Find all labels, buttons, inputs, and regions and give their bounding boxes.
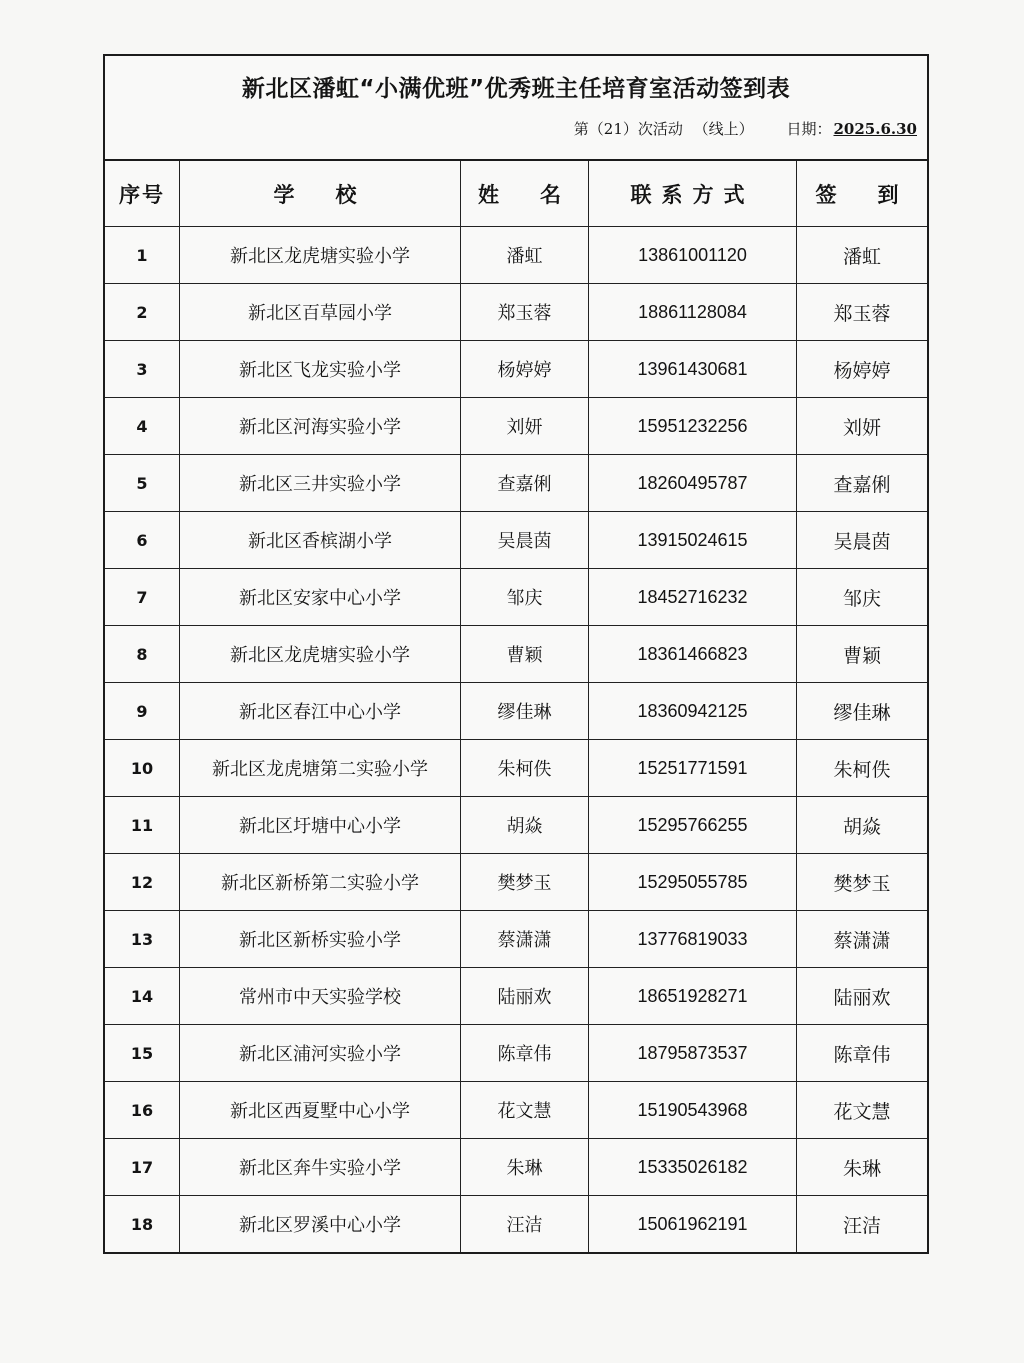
school-cell: 新北区河海实验小学	[180, 398, 461, 455]
signature-cell: 邹庆	[797, 569, 928, 626]
sheet-header	[105, 56, 927, 161]
school-cell: 新北区新桥第二实验小学	[180, 854, 461, 911]
phone-cell: 15190543968	[589, 1082, 797, 1139]
phone-cell: 15295055785	[589, 854, 797, 911]
row-index: 13	[105, 911, 180, 968]
row-index: 18	[105, 1196, 180, 1253]
table-row	[105, 569, 927, 626]
table-row	[105, 626, 927, 683]
row-index: 5	[105, 455, 180, 512]
name-cell: 花文慧	[461, 1082, 589, 1139]
signature-cell: 汪洁	[797, 1196, 928, 1253]
school-cell: 新北区西夏墅中心小学	[180, 1082, 461, 1139]
school-cell: 新北区龙虎塘第二实验小学	[180, 740, 461, 797]
phone-cell: 18361466823	[589, 626, 797, 683]
name-cell: 陆丽欢	[461, 968, 589, 1025]
table-row	[105, 911, 927, 968]
school-cell: 新北区奔牛实验小学	[180, 1139, 461, 1196]
activity-mode: （线上）	[693, 120, 754, 138]
school-cell: 新北区安家中心小学	[180, 569, 461, 626]
activity-date: 2025.6.30	[833, 120, 917, 138]
phone-cell: 15251771591	[589, 740, 797, 797]
table-body	[105, 227, 927, 1253]
row-index: 11	[105, 797, 180, 854]
table-row	[105, 284, 927, 341]
table-row	[105, 968, 927, 1025]
signature-cell: 陆丽欢	[797, 968, 928, 1025]
attendance-table	[105, 161, 927, 1252]
phone-cell: 13861001120	[589, 227, 797, 284]
phone-cell: 18360942125	[589, 683, 797, 740]
table-row	[105, 683, 927, 740]
signature-cell: 刘妍	[797, 398, 928, 455]
school-cell: 新北区香槟湖小学	[180, 512, 461, 569]
table-row	[105, 797, 927, 854]
header-contact: 联系方式	[589, 161, 797, 227]
name-cell: 陈章伟	[461, 1025, 589, 1082]
row-index: 12	[105, 854, 180, 911]
signature-cell: 杨婷婷	[797, 341, 928, 398]
row-index: 17	[105, 1139, 180, 1196]
school-cell: 新北区浦河实验小学	[180, 1025, 461, 1082]
school-cell: 新北区春江中心小学	[180, 683, 461, 740]
row-index: 15	[105, 1025, 180, 1082]
signature-cell: 樊梦玉	[797, 854, 928, 911]
signature-cell: 胡焱	[797, 797, 928, 854]
name-cell: 潘虹	[461, 227, 589, 284]
name-cell: 邹庆	[461, 569, 589, 626]
school-cell: 新北区龙虎塘实验小学	[180, 626, 461, 683]
phone-cell: 13915024615	[589, 512, 797, 569]
row-index: 3	[105, 341, 180, 398]
name-cell: 杨婷婷	[461, 341, 589, 398]
table-row	[105, 1082, 927, 1139]
phone-cell: 13776819033	[589, 911, 797, 968]
table-row	[105, 1196, 927, 1253]
phone-cell: 15951232256	[589, 398, 797, 455]
row-index: 6	[105, 512, 180, 569]
row-index: 1	[105, 227, 180, 284]
school-cell: 新北区罗溪中心小学	[180, 1196, 461, 1253]
signature-cell: 曹颖	[797, 626, 928, 683]
phone-cell: 15335026182	[589, 1139, 797, 1196]
signature-cell: 郑玉蓉	[797, 284, 928, 341]
session-number: 第（21）次活动	[573, 120, 683, 138]
row-index: 14	[105, 968, 180, 1025]
name-cell: 郑玉蓉	[461, 284, 589, 341]
school-cell: 新北区新桥实验小学	[180, 911, 461, 968]
phone-cell: 18861128084	[589, 284, 797, 341]
row-index: 9	[105, 683, 180, 740]
table-row	[105, 1139, 927, 1196]
phone-cell: 15061962191	[589, 1196, 797, 1253]
school-cell: 新北区百草园小学	[180, 284, 461, 341]
table-row	[105, 512, 927, 569]
name-cell: 查嘉俐	[461, 455, 589, 512]
table-row	[105, 341, 927, 398]
row-index: 7	[105, 569, 180, 626]
signature-cell: 潘虹	[797, 227, 928, 284]
header-signature: 签 到	[797, 161, 928, 227]
signature-cell: 蔡潇潇	[797, 911, 928, 968]
activity-info	[568, 118, 917, 139]
signature-cell: 朱琳	[797, 1139, 928, 1196]
phone-cell: 18651928271	[589, 968, 797, 1025]
table-row	[105, 1025, 927, 1082]
date-label: 日期：	[786, 120, 832, 138]
row-index: 8	[105, 626, 180, 683]
name-cell: 朱柯佚	[461, 740, 589, 797]
sign-in-sheet	[103, 54, 929, 1254]
name-cell: 汪洁	[461, 1196, 589, 1253]
document-title: 新北区潘虹“小满优班”优秀班主任培育室活动签到表	[241, 76, 791, 102]
table-header-row	[105, 161, 927, 227]
school-cell: 常州市中天实验学校	[180, 968, 461, 1025]
phone-cell: 15295766255	[589, 797, 797, 854]
table-row	[105, 398, 927, 455]
row-index: 10	[105, 740, 180, 797]
header-school: 学 校	[180, 161, 461, 227]
table-row	[105, 227, 927, 284]
signature-cell: 缪佳琳	[797, 683, 928, 740]
table-row	[105, 854, 927, 911]
row-index: 16	[105, 1082, 180, 1139]
row-index: 4	[105, 398, 180, 455]
phone-cell: 18260495787	[589, 455, 797, 512]
table-row	[105, 740, 927, 797]
name-cell: 樊梦玉	[461, 854, 589, 911]
signature-cell: 花文慧	[797, 1082, 928, 1139]
school-cell: 新北区飞龙实验小学	[180, 341, 461, 398]
signature-cell: 吴晨茵	[797, 512, 928, 569]
school-cell: 新北区三井实验小学	[180, 455, 461, 512]
row-index: 2	[105, 284, 180, 341]
phone-cell: 13961430681	[589, 341, 797, 398]
name-cell: 吴晨茵	[461, 512, 589, 569]
phone-cell: 18452716232	[589, 569, 797, 626]
signature-cell: 陈章伟	[797, 1025, 928, 1082]
table-row	[105, 455, 927, 512]
header-index: 序号	[105, 161, 180, 227]
name-cell: 蔡潇潇	[461, 911, 589, 968]
name-cell: 胡焱	[461, 797, 589, 854]
name-cell: 朱琳	[461, 1139, 589, 1196]
name-cell: 缪佳琳	[461, 683, 589, 740]
signature-cell: 查嘉俐	[797, 455, 928, 512]
school-cell: 新北区龙虎塘实验小学	[180, 227, 461, 284]
school-cell: 新北区圩塘中心小学	[180, 797, 461, 854]
phone-cell: 18795873537	[589, 1025, 797, 1082]
name-cell: 曹颖	[461, 626, 589, 683]
signature-cell: 朱柯佚	[797, 740, 928, 797]
header-name: 姓 名	[461, 161, 589, 227]
name-cell: 刘妍	[461, 398, 589, 455]
